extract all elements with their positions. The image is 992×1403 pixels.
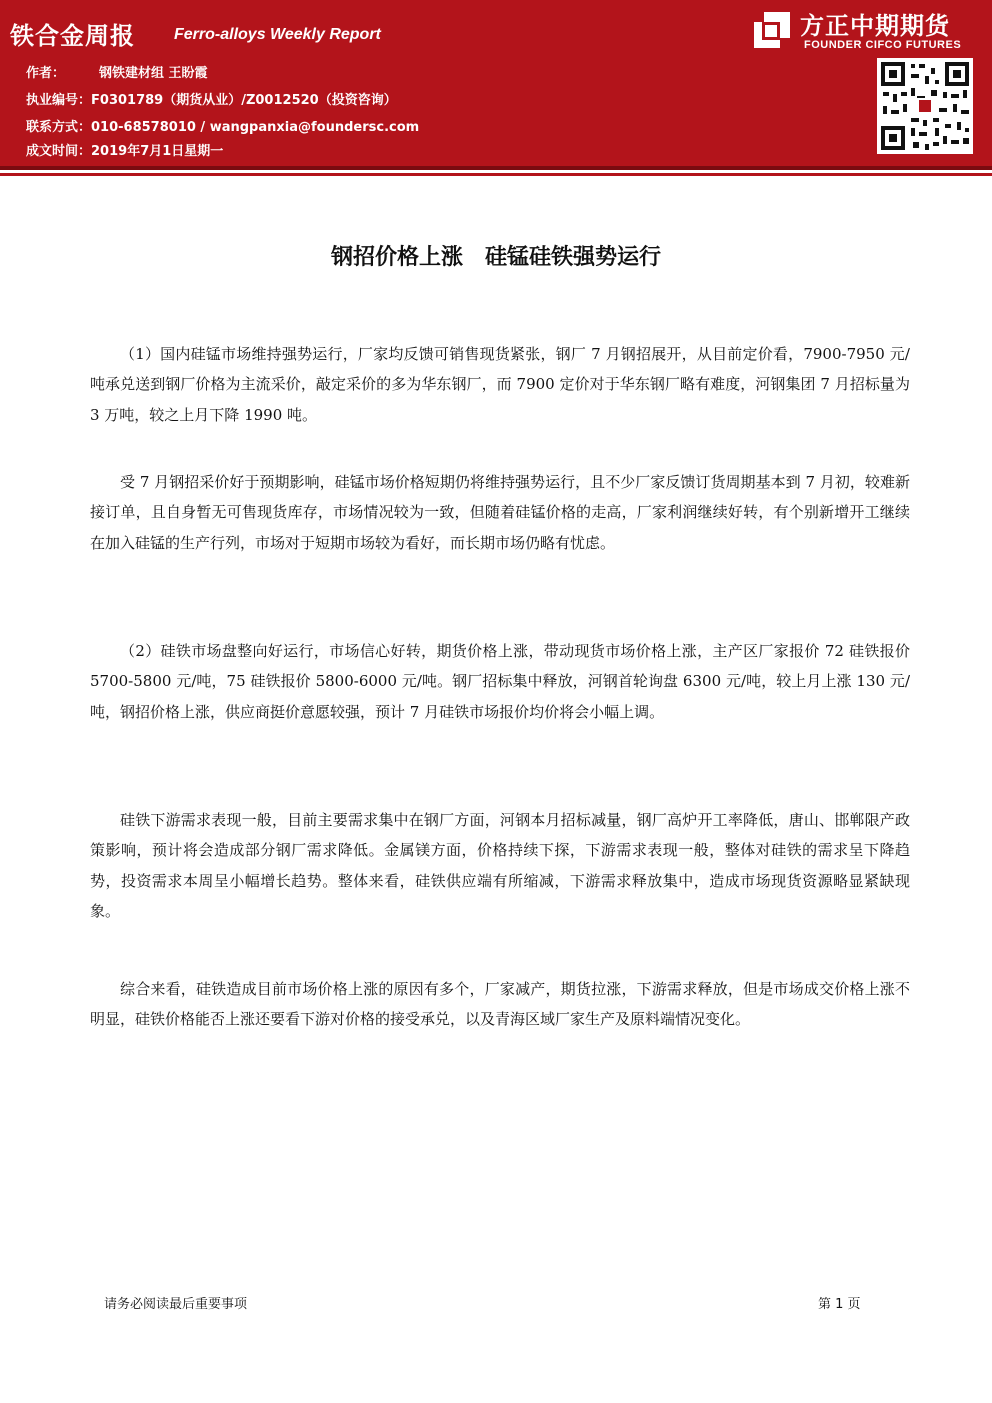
brand-name-cn: 方正中期期货 — [800, 12, 950, 40]
body-paragraph: （2）硅铁市场盘整向好运行，市场信心好转，期货价格上涨，带动现货市场价格上涨，主产区厂家报价 72 硅铁报价 5700-5800 元/吨，75 硅铁报价 5800-6000 元/吨。钢厂招标集中释放，河钢首轮询盘 6300 元/吨，较上月上涨 130 元/吨，钢招价格上涨，供应商挺价意愿较强，预计 7 月硅铁市场报价均价将会小幅上调。 — [90, 642, 910, 721]
license-line — [26, 89, 397, 108]
body-paragraph: 硅铁下游需求表现一般，目前主要需求集中在钢厂方面，河钢本月招标减量，钢厂高炉开工率降低，唐山、邯郸限产政策影响，预计将会造成部分钢厂需求降低。金属镁方面，价格持续下探，下游需求表现一般，整体对硅铁的需求呈下降趋势，投资需求本周呈小幅增长趋势。整体来看，硅铁供应端有所缩减，下游需求释放集中，造成市场现货资源略显紧缺现象。 — [90, 811, 910, 920]
author-value: 钢铁建材组 王盼霞 — [99, 66, 208, 81]
page-number: 第 1 页 — [818, 1297, 861, 1312]
license-label: 执业编号： — [26, 93, 92, 108]
contact-line — [26, 116, 419, 135]
date-value: 2019年7月1日星期一 — [91, 144, 224, 159]
brand-name-en: FOUNDER CIFCO FUTURES — [804, 39, 962, 51]
contact-value: 010-68578010 / wangpanxia@foundersc.com — [91, 120, 420, 135]
date-label: 成文时间： — [26, 144, 92, 159]
body-paragraph: （1）国内硅锰市场维持强势运行，厂家均反馈可销售现货紧张，钢厂 7 月钢招展开，从目前定价看，7900-7950 元/吨承兑送到钢厂价格为主流采价，敲定采价的多为华东钢厂，而 7900 定价对于华东钢厂略有难度，河钢集团 7 月招标量为 3 万吨，较之上月下降 1990 吨。 — [90, 345, 910, 424]
author-line — [26, 62, 208, 81]
disclaimer-note: 请务必阅读最后重要事项 — [104, 1297, 248, 1312]
header-divider — [0, 166, 992, 170]
license-value: F0301789（期货从业）/Z0012520（投资咨询） — [91, 93, 397, 108]
contact-label: 联系方式： — [26, 120, 92, 135]
author-label: 作者： — [26, 66, 66, 81]
header-divider-thin — [0, 173, 992, 176]
document-title: 钢招价格上涨 硅锰硅铁强势运行 — [330, 245, 661, 270]
founder-logo-icon — [752, 10, 792, 50]
date-line — [26, 140, 223, 159]
qr-code-icon — [877, 58, 973, 154]
report-type-subtitle: Ferro-alloys Weekly Report — [174, 26, 381, 43]
body-paragraph: 综合来看，硅铁造成目前市场价格上涨的原因有多个，厂家减产，期货拉涨，下游需求释放，但是市场成交价格上涨不明显，硅铁价格能否上涨还要看下游对价格的接受承兑，以及青海区域厂家生产及原料端情况变化。 — [90, 980, 910, 1029]
report-type-title: 铁合金周报 — [10, 22, 135, 50]
body-paragraph: 受 7 月钢招采价好于预期影响，硅锰市场价格短期仍将维持强势运行，且不少厂家反馈订货周期基本到 7 月初，较难新接订单，且自身暂无可售现货库存，市场情况较为一致，但随着硅锰价格的走高，厂家利润继续好转，有个别新增开工继续在加入硅锰的生产行列，市场对于短期市场较为看好，而长期市场仍略有忧虑。 — [90, 473, 910, 552]
